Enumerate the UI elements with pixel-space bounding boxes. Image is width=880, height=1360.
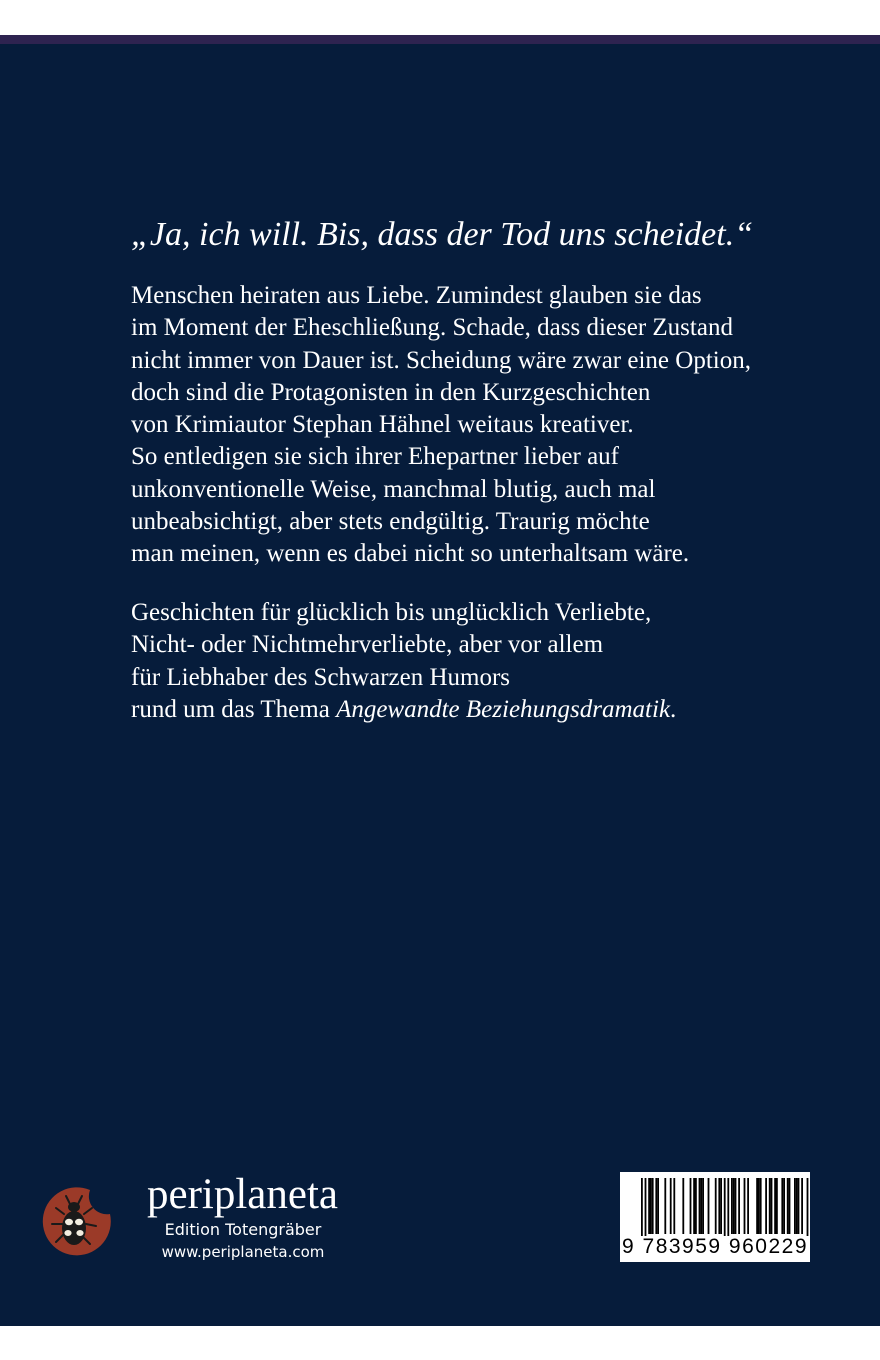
barcode-bar (673, 1178, 675, 1234)
barcode-bars (620, 1172, 810, 1236)
barcode-bar (796, 1178, 798, 1234)
barcode-bar (765, 1178, 767, 1234)
barcode-bar (735, 1178, 737, 1234)
blurb-line: unbeabsichtigt, aber stets endgültig. Traurig möchte (131, 508, 650, 536)
barcode-bar (724, 1178, 726, 1236)
blurb-line: im Moment der Eheschließung. Schade, dass dieser Zustand (131, 314, 733, 342)
barcode-bar (708, 1178, 710, 1234)
barcode-bar (744, 1178, 746, 1234)
barcode-bar (645, 1178, 647, 1236)
barcode-bar (652, 1178, 654, 1234)
barcode-bar (695, 1178, 697, 1234)
barcode-bar (700, 1178, 702, 1234)
barcode-bar (731, 1178, 733, 1234)
blurb-paragraph-2 (131, 597, 851, 726)
barcode-bar (760, 1178, 762, 1234)
barcode-bar (774, 1178, 776, 1234)
barcode-bar (783, 1178, 785, 1234)
publisher-edition: Edition Totengräber (164, 1220, 322, 1239)
barcode-bar (771, 1178, 773, 1234)
barcode-bar (807, 1178, 809, 1236)
barcode-bar (769, 1178, 771, 1234)
barcode-bar (794, 1178, 796, 1234)
barcode-bar (720, 1178, 722, 1234)
page-top-margin (0, 0, 880, 35)
barcode-bar (727, 1178, 729, 1236)
barcode-bar (648, 1178, 650, 1234)
publisher-name: periplaneta (147, 1171, 339, 1218)
blurb-line: Geschichten für glücklich bis unglücklich Verliebte, (131, 599, 652, 626)
beetle-icon (38, 1186, 114, 1262)
publisher-url: www.periplaneta.com (161, 1243, 325, 1261)
blurb-line: Nicht- oder Nichtmehrverliebte, aber vor allem (131, 631, 604, 659)
barcode-bar (715, 1178, 717, 1234)
barcode-bar (801, 1178, 803, 1234)
blurb-line: von Krimiautor Stephan Hähnel weitaus kreativer. (131, 411, 634, 439)
blurb-line-last (131, 694, 851, 726)
blurb-line: nicht immer von Dauer ist. Scheidung wäre zwar eine Option, (131, 346, 751, 374)
barcode-bar (657, 1178, 659, 1234)
blurb-line: unkonventionelle Weise, manchmal blutig, auch mal (131, 475, 656, 503)
blurb-line: man meinen, wenn es dabei nicht so unterhaltsam wäre. (131, 540, 690, 568)
blurb-text: rund um das Thema (131, 695, 337, 723)
barcode-bar (787, 1178, 789, 1234)
blurb-line: So entledigen sie sich ihrer Ehepartner lieber auf (131, 443, 620, 471)
blurb-line: doch sind die Protagonisten in den Kurzgeschichten (131, 378, 651, 406)
blurb-theme-emphasis: Angewandte Beziehungsdramatik (336, 695, 671, 723)
barcode-bar (758, 1178, 760, 1234)
blurb-line: Menschen heiraten aus Liebe. Zumindest glauben sie das (131, 282, 702, 309)
barcode-bar (776, 1178, 778, 1234)
barcode-bar (789, 1178, 791, 1234)
barcode-bar (693, 1178, 695, 1234)
blurb-line: für Liebhaber des Schwarzen Humors (131, 663, 511, 691)
barcode-bar (650, 1178, 652, 1234)
barcode-bar (702, 1178, 704, 1234)
barcode-digits: 9 783959 960229 (622, 1235, 808, 1258)
barcode-bar (718, 1178, 720, 1234)
barcode-bar (641, 1178, 643, 1236)
barcode-bar (747, 1178, 749, 1234)
barcode-bar (664, 1178, 666, 1234)
barcode-bar (682, 1178, 684, 1234)
barcode-bar (733, 1178, 735, 1234)
barcode-bar (781, 1178, 783, 1234)
cover-quote: „Ja, ich will. Bis, dass der Tod uns scheidet.“ (131, 216, 754, 253)
page-bottom-margin (0, 1326, 880, 1360)
barcode-bar (690, 1178, 692, 1234)
blurb-text: . (670, 695, 677, 723)
barcode-bar (756, 1178, 758, 1234)
barcode-bar (670, 1178, 672, 1234)
blurb-paragraph-1 (131, 280, 851, 571)
barcode-bar (738, 1178, 740, 1234)
barcode-bar (655, 1178, 657, 1234)
top-stripe (0, 35, 880, 44)
barcode-bar (798, 1178, 800, 1234)
barcode-bar (699, 1178, 701, 1234)
isbn-barcode (620, 1172, 810, 1262)
